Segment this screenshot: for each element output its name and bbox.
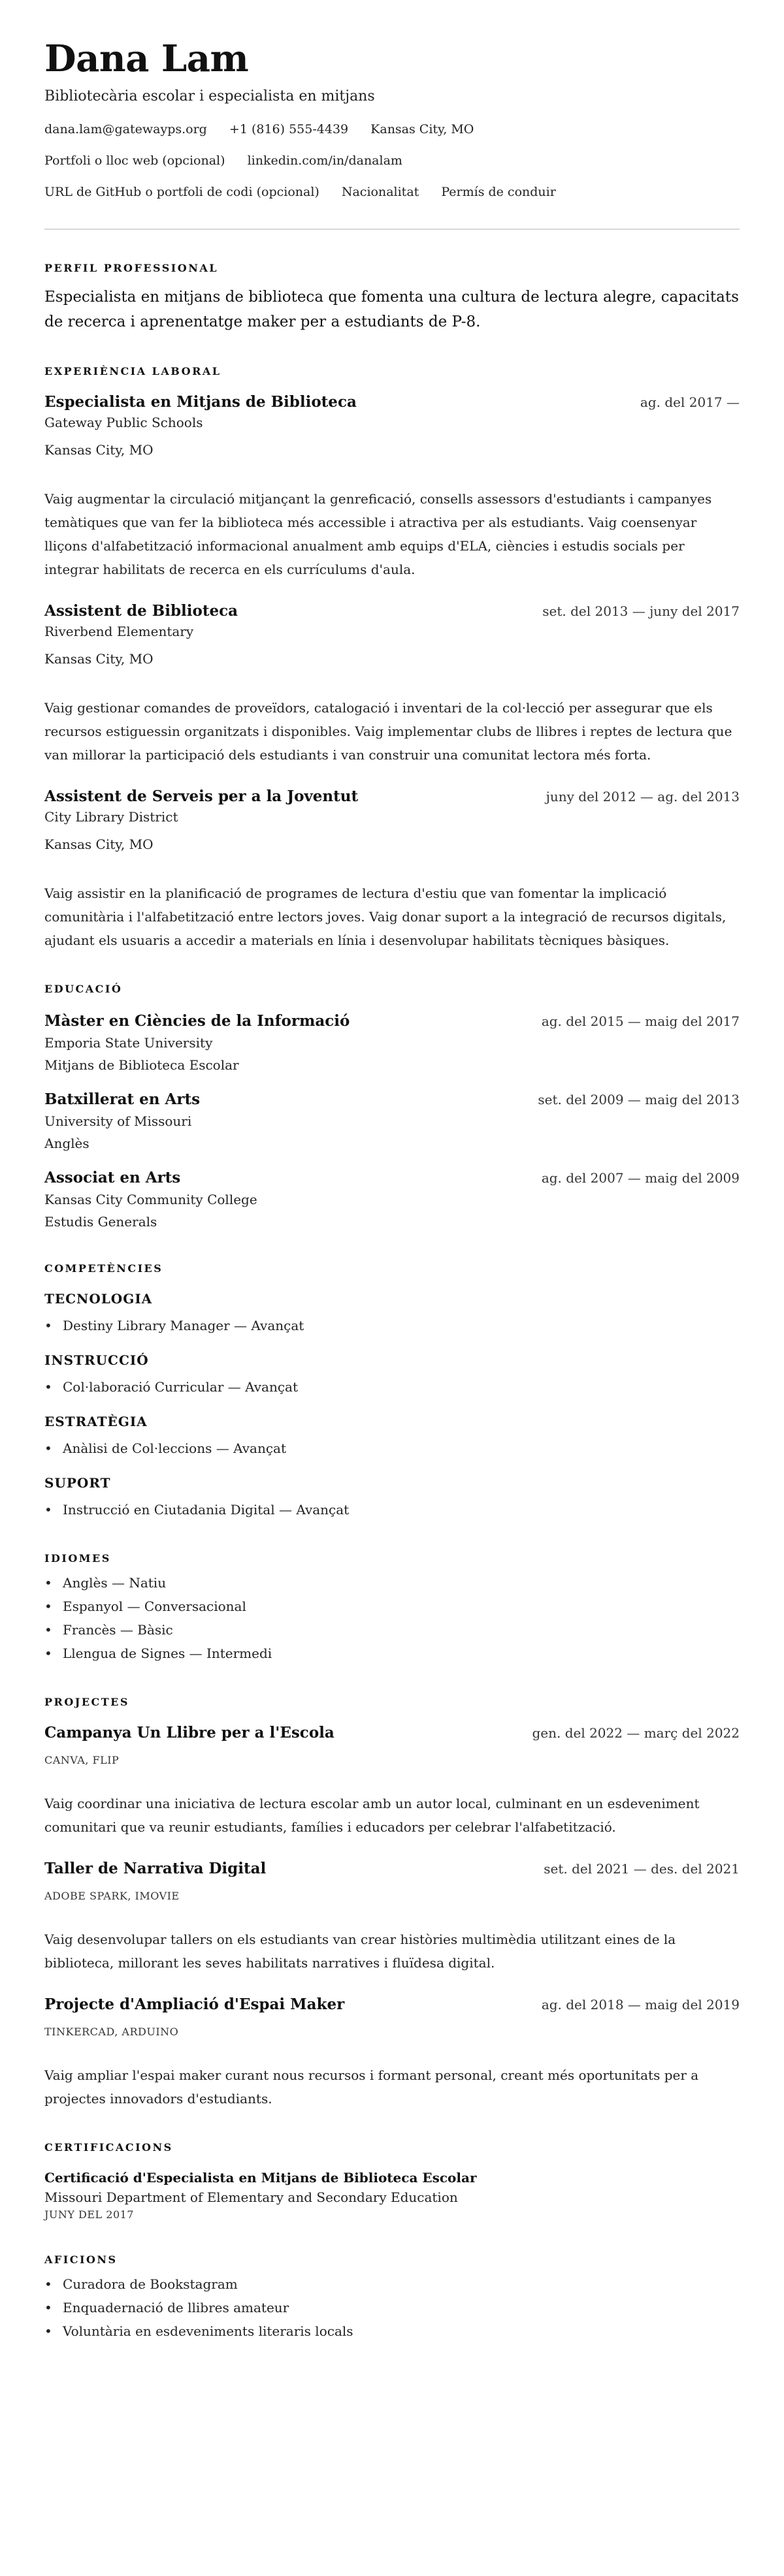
language-item: • Espanyol — Conversacional bbox=[44, 1595, 740, 1618]
contact-location: Kansas City, MO bbox=[370, 122, 474, 136]
contact-nationality: Nacionalitat bbox=[341, 185, 419, 199]
project-tech: CANVA, FLIP bbox=[44, 1754, 120, 1766]
contact-linkedin[interactable]: linkedin.com/in/danalam bbox=[247, 153, 402, 168]
skill-group-title: SUPORT bbox=[44, 1475, 111, 1491]
job-description: Vaig augmentar la circulació mitjançant la genreficació, consells assessors d'estudiants i campanyes temàtiques que van fer la biblioteca més accessible i atractiva per als estudiants. Vaig coensenyar lliçons d'alfabetització informacional anualment amb equips d'ELA, ciències i estudis socials per integrar habilitats de recerca en els currículums d'aula. bbox=[44, 491, 712, 577]
candidate-name: Dana Lam bbox=[44, 37, 249, 80]
project-dates: gen. del 2022 — març del 2022 bbox=[532, 1725, 740, 1741]
education-dates: ag. del 2015 — maig del 2017 bbox=[541, 1013, 740, 1029]
section-heading: PERFIL PROFESSIONAL bbox=[44, 262, 218, 274]
degree: Associat en Arts bbox=[44, 1169, 181, 1186]
project-item bbox=[44, 1858, 740, 1975]
school: Emporia State University bbox=[44, 1035, 213, 1051]
job-dates: juny del 2012 — ag. del 2013 bbox=[546, 789, 740, 804]
project-title: Campanya Un Llibre per a l'Escola bbox=[44, 1724, 335, 1741]
header-divider bbox=[44, 229, 740, 230]
skill-group-title: TECNOLOGIA bbox=[44, 1291, 153, 1307]
contact-email[interactable]: dana.lam@gatewayps.org bbox=[44, 122, 207, 136]
job-dates: ag. del 2017 — bbox=[640, 394, 740, 410]
field-of-study: Estudis Generals bbox=[44, 1214, 157, 1230]
job-title: Assistent de Serveis per a la Joventut bbox=[44, 787, 359, 805]
project-dates: ag. del 2018 — maig del 2019 bbox=[541, 1997, 740, 2012]
education-dates: set. del 2009 — maig del 2013 bbox=[538, 1092, 740, 1107]
contact-portfolio[interactable]: Portfoli o lloc web (opcional) bbox=[44, 153, 225, 168]
hobby-item: • Enquadernació de llibres amateur bbox=[44, 2296, 740, 2319]
language-item: • Anglès — Natiu bbox=[44, 1571, 740, 1595]
language-item: • Llengua de Signes — Intermedi bbox=[44, 1642, 740, 1665]
experience-item bbox=[44, 392, 740, 581]
certification-title: Certificació d'Especialista en Mitjans de Biblioteca Escolar bbox=[44, 2170, 477, 2186]
contact-github[interactable]: URL de GitHub o portfoli de codi (opcional) bbox=[44, 185, 319, 199]
job-title: Especialista en Mitjans de Biblioteca bbox=[44, 393, 357, 411]
project-item bbox=[44, 1994, 740, 2110]
contact-license: Permís de conduir bbox=[441, 185, 556, 199]
profile-summary: Especialista en mitjans de biblioteca que fomenta una cultura de lectura alegre, capacitats de recerca i aprenentatge maker per a estudiants de P-8. bbox=[44, 289, 739, 330]
hobby-item: • Voluntària en esdeveniments literaris locals bbox=[44, 2319, 740, 2343]
section-heading: IDIOMES bbox=[44, 1552, 111, 1565]
job-description: Vaig gestionar comandes de proveïdors, catalogació i inventari de la col·lecció per assegurar que els recursos estiguessin organitzats i disponibles. Vaig implementar clubs de llibres i reptes de lectura que van millorar la participació dels estudiants i van construir una comunitat lectora més forta. bbox=[44, 700, 732, 763]
certification-issuer: Missouri Department of Elementary and Secondary Education bbox=[44, 2189, 458, 2205]
field-of-study: Mitjans de Biblioteca Escolar bbox=[44, 1057, 239, 1073]
project-tech: ADOBE SPARK, IMOVIE bbox=[44, 1890, 180, 1902]
skill-item: • Destiny Library Manager — Avançat bbox=[44, 1314, 740, 1337]
section-heading: EDUCACIÓ bbox=[44, 983, 123, 995]
degree: Màster en Ciències de la Informació bbox=[44, 1012, 350, 1030]
section-heading: CERTIFICACIONS bbox=[44, 2141, 173, 2154]
project-title: Taller de Narrativa Digital bbox=[44, 1860, 267, 1877]
skill-group-title: ESTRATÈGIA bbox=[44, 1414, 148, 1429]
contact-row bbox=[44, 120, 740, 138]
skill-group-title: INSTRUCCIÓ bbox=[44, 1352, 149, 1368]
experience-item bbox=[44, 786, 740, 952]
job-location: Kansas City, MO bbox=[44, 836, 154, 852]
section-heading: PROJECTES bbox=[44, 1696, 129, 1708]
projects-section bbox=[44, 1695, 740, 2110]
certifications-section bbox=[44, 2140, 740, 2223]
project-tech: TINKERCAD, ARDUINO bbox=[44, 2026, 179, 2038]
job-description: Vaig assistir en la planificació de programes de lectura d'estiu que van fomentar la implicació comunitària i l'alfabetització entre lectors joves. Vaig donar suport a la integració de recursos digitals, ajudant els usuaris a accedir a materials en línia i desenvolupar habilitats tècniques bàsiques. bbox=[44, 885, 727, 948]
education-item bbox=[44, 1168, 740, 1232]
education-item bbox=[44, 1011, 740, 1075]
school: Kansas City Community College bbox=[44, 1192, 257, 1207]
languages-section bbox=[44, 1551, 740, 1665]
degree: Batxillerat en Arts bbox=[44, 1090, 201, 1108]
job-company: City Library District bbox=[44, 809, 178, 825]
certification-date: JUNY DEL 2017 bbox=[44, 2208, 134, 2221]
project-description: Vaig coordinar una iniciativa de lectura escolar amb un autor local, culminant en un esdeveniment comunitari que va reunir estudiants, famílies i educadors per celebrar l'alfabetització. bbox=[44, 1796, 700, 1835]
section-heading: AFICIONS bbox=[44, 2253, 118, 2266]
education-dates: ag. del 2007 — maig del 2009 bbox=[541, 1170, 740, 1186]
language-item: • Francès — Bàsic bbox=[44, 1618, 740, 1642]
experience-section bbox=[44, 364, 740, 952]
hobby-item: • Curadora de Bookstagram bbox=[44, 2272, 740, 2296]
skill-item: • Anàlisi de Col·leccions — Avançat bbox=[44, 1437, 740, 1460]
project-dates: set. del 2021 — des. del 2021 bbox=[544, 1861, 740, 1877]
project-item bbox=[44, 1723, 740, 1839]
skills-section bbox=[44, 1262, 740, 1521]
job-company: Riverbend Elementary bbox=[44, 624, 194, 639]
contact-row bbox=[44, 151, 740, 170]
project-description: Vaig ampliar l'espai maker curant nous recursos i formant personal, creant més oportunitats per a projectes innovadors d'estudiants. bbox=[44, 2067, 699, 2107]
experience-item bbox=[44, 601, 740, 767]
resume-header bbox=[44, 38, 740, 201]
skill-item: • Instrucció en Ciutadania Digital — Avançat bbox=[44, 1498, 740, 1521]
section-heading: EXPERIÈNCIA LABORAL bbox=[44, 365, 221, 377]
school: University of Missouri bbox=[44, 1113, 192, 1129]
field-of-study: Anglès bbox=[44, 1136, 90, 1151]
candidate-title: Bibliotecària escolar i especialista en mitjans bbox=[44, 88, 375, 104]
job-title: Assistent de Biblioteca bbox=[44, 602, 238, 620]
job-dates: set. del 2013 — juny del 2017 bbox=[542, 603, 740, 619]
job-company: Gateway Public Schools bbox=[44, 415, 203, 430]
project-description: Vaig desenvolupar tallers on els estudiants van crear històries multimèdia utilitzant eines de la biblioteca, millorant les seves habilitats narratives i fluïdesa digital. bbox=[44, 1932, 676, 1971]
hobbies-section bbox=[44, 2253, 740, 2343]
contact-row bbox=[44, 183, 740, 201]
education-section bbox=[44, 982, 740, 1232]
profile-section bbox=[44, 261, 740, 334]
job-location: Kansas City, MO bbox=[44, 442, 154, 458]
section-heading: COMPETÈNCIES bbox=[44, 1262, 163, 1275]
project-title: Projecte d'Ampliació d'Espai Maker bbox=[44, 1996, 345, 2013]
skill-item: • Col·laboració Curricular — Avançat bbox=[44, 1375, 740, 1399]
education-item bbox=[44, 1089, 740, 1153]
job-location: Kansas City, MO bbox=[44, 651, 154, 667]
contact-phone: +1 (816) 555-4439 bbox=[229, 122, 349, 136]
